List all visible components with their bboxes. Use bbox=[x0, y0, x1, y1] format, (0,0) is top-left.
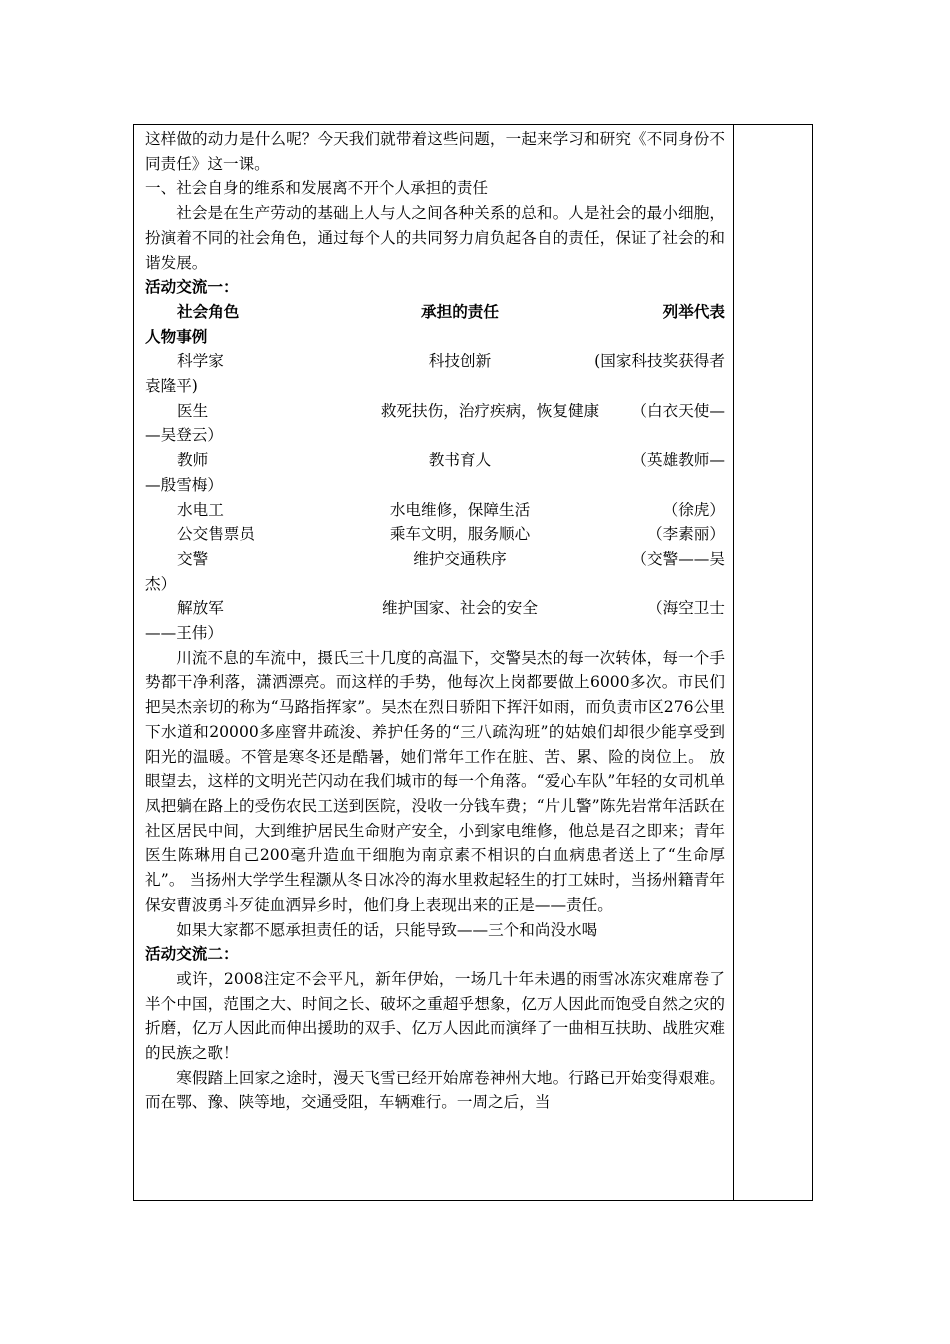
role-name: 科学家 bbox=[177, 352, 224, 371]
section-heading: 一、社会自身的维系和发展离不开个人承担的责任 bbox=[145, 179, 489, 198]
role-example-continued: 袁隆平) bbox=[145, 377, 198, 396]
role-example: （海空卫士 bbox=[647, 599, 725, 618]
role-row bbox=[145, 498, 725, 523]
header-example: 列举代表 bbox=[662, 302, 725, 321]
snowstorm-paragraph: 或许，2008注定不会平凡，新年伊始，一场几十年未遇的雨雪冰冻灾难席卷了半个中国，范围之大、时间之长、破坏之重超乎想象，亿万人因此而饱受自然之灾的折磨，亿万人因此而伸出援助的双手、亿万人因此而演绎了一曲相互扶助、战胜灾难的民族之歌！ bbox=[145, 969, 725, 1063]
role-duty: 水电维修，保障生活 bbox=[389, 500, 531, 519]
role-example: （白衣天使— bbox=[631, 401, 725, 420]
conclusion-paragraph: 如果大家都不愿承担责任的话，只能导致——三个和尚没水喝 bbox=[176, 920, 598, 939]
role-row bbox=[145, 547, 725, 596]
role-name: 公交售票员 bbox=[177, 525, 255, 544]
role-example: （英雄教师— bbox=[631, 451, 725, 470]
role-name: 医生 bbox=[177, 401, 209, 420]
role-duty: 乘车文明，服务顺心 bbox=[389, 525, 531, 544]
role-row bbox=[145, 399, 725, 448]
role-example: (国家科技奖获得者 bbox=[594, 352, 725, 371]
role-example-continued: —殷雪梅） bbox=[145, 475, 223, 494]
role-example-continued: ——王伟） bbox=[145, 624, 223, 643]
role-row bbox=[145, 522, 725, 547]
role-example: （李素丽） bbox=[647, 525, 725, 544]
journey-paragraph: 寒假踏上回家之途时，漫天飞雪已经开始席卷神州大地。行路已开始变得艰难。而在鄂、豫、陕等地，交通受阻，车辆难行。一周之后，当 bbox=[145, 1068, 725, 1112]
role-row bbox=[145, 448, 725, 497]
role-name: 交警 bbox=[177, 549, 209, 568]
header-example-continued: 人物事例 bbox=[145, 327, 208, 346]
role-example: （徐虎） bbox=[662, 500, 725, 519]
lesson-content bbox=[145, 127, 725, 1115]
role-name: 教师 bbox=[177, 451, 209, 470]
role-row bbox=[145, 349, 725, 398]
intro-paragraph: 这样做的动力是什么呢？今天我们就带着这些问题，一起来学习和研究《不同身份不同责任》这一课。 bbox=[145, 130, 725, 173]
header-role: 社会角色 bbox=[177, 302, 240, 321]
header-duty: 承担的责任 bbox=[421, 302, 499, 321]
society-paragraph: 社会是在生产劳动的基础上人与人之间各种关系的总和。人是社会的最小细胞，扮演着不同的社会角色，通过每个人的共同努力肩负起各自的责任，保证了社会的和谐发展。 bbox=[145, 204, 725, 272]
activity1-title: 活动交流一： bbox=[145, 278, 239, 297]
role-row bbox=[145, 596, 725, 645]
role-example-continued: 杰） bbox=[145, 574, 177, 593]
role-duty: 维护交通秩序 bbox=[413, 549, 507, 568]
role-name: 解放军 bbox=[177, 599, 224, 618]
activity2-title: 活动交流二： bbox=[145, 945, 239, 964]
role-example: （交警——吴 bbox=[631, 549, 725, 568]
role-duty: 科技创新 bbox=[428, 352, 492, 371]
role-table-header bbox=[145, 300, 725, 325]
role-example-continued: —吴登云） bbox=[145, 426, 223, 445]
column-divider bbox=[733, 125, 734, 1200]
story-paragraph: 川流不息的车流中，摄氏三十几度的高温下，交警吴杰的每一次转体，每一个手势都干净利落，潇洒漂亮。而这样的手势，他每次上岗都要做上6000多次。市民们把吴杰亲切的称为“马路指挥家”。吴杰在烈日骄阳下挥汗如雨，而负责市区276公里下水道和20000多座窨井疏浚、养护任务的“三八疏沟班”的姑娘们却很少能享受到阳光的温暖。不管是寒冬还是酷暑，她们常年工作在脏、苦、累、险的岗位上。 放眼望去，这样的文明光芒闪动在我们城市的每一个角落。“爱心车队”年轻的女司机单凤把躺在路上的受伤农民工送到医院，没收一分钱车费；“片儿警”陈先岩常年活跃在社区居民中间，大到维护居民生命财产安全，小到家电维修，他总是召之即来；青年医生陈琳用自己200毫升造血干细胞为南京素不相识的白血病患者送上了“生命厚礼”。 当扬州大学学生程灏从冬日冰冷的海水里救起轻生的打工妹时，当扬州籍青年保安曹波勇斗歹徒血洒异乡时，他们身上表现出来的正是——责任。 bbox=[145, 648, 725, 914]
role-duty: 教书育人 bbox=[428, 451, 492, 470]
role-duty: 救死扶伤，治疗疾病，恢复健康 bbox=[380, 401, 600, 420]
role-name: 水电工 bbox=[177, 500, 224, 519]
role-duty: 维护国家、社会的安全 bbox=[382, 599, 538, 618]
